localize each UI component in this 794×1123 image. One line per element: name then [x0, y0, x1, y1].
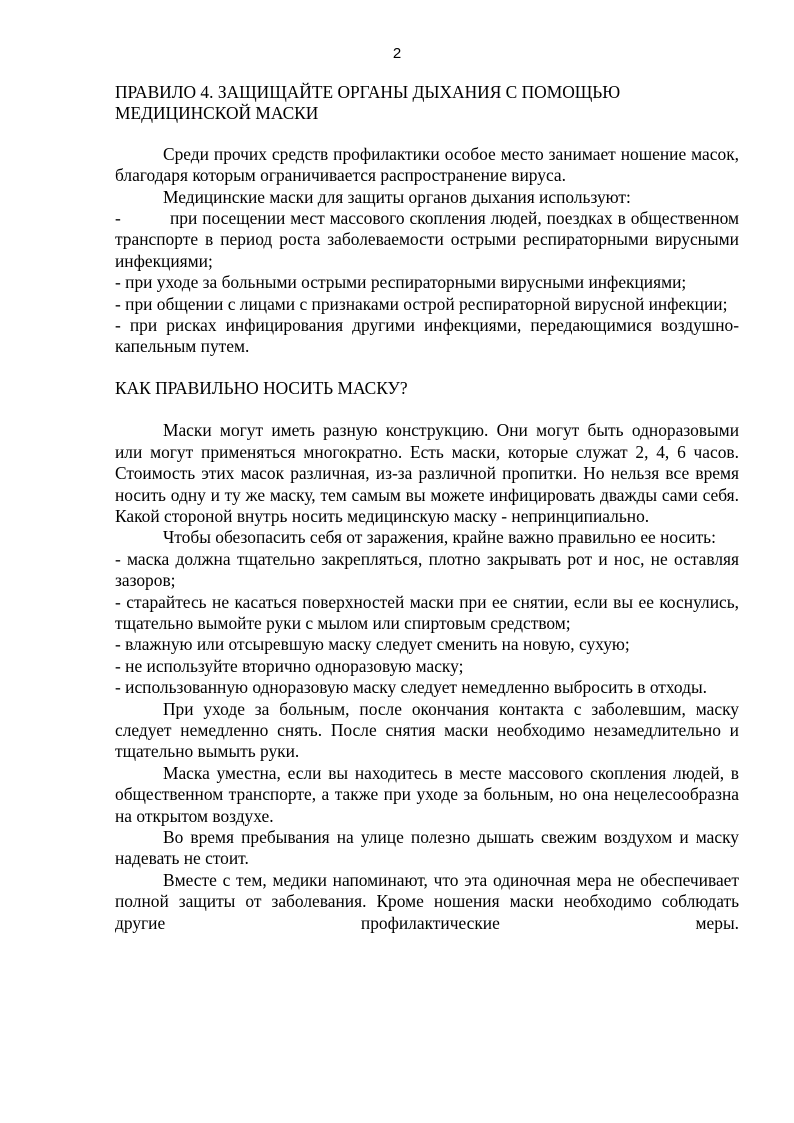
paragraph: Маска уместна, если вы находитесь в месте массового скопления людей, в общественном транспорте, а также при уходе за больным, но она нецелесообразна на открытом воздухе.	[115, 762, 739, 826]
list-item: - влажную или отсыревшую маску следует сменить на новую, сухую;	[115, 634, 630, 655]
list-item: - маска должна тщательно закрепляться, плотно закрывать рот и нос, не оставляя зазоров;	[115, 548, 739, 591]
section-heading: КАК ПРАВИЛЬНО НОСИТЬ МАСКУ?	[115, 377, 408, 398]
page-number: 2	[392, 45, 402, 62]
paragraph: Вместе с тем, медики напоминают, что эта одиночная мера не обеспечивает полной защиты от заболевания. Кроме ношения маски необходимо соблюдать другие профилактические меры.	[115, 869, 739, 933]
list-item: - при общении с лицами с признаками острой респираторной вирусной инфекции;	[115, 293, 728, 314]
list-item: - при уходе за больными острыми респираторными вирусными инфекциями;	[115, 272, 687, 293]
list-item: - при рисках инфицирования другими инфекциями, передающимися воздушно-капельным путем.	[115, 315, 739, 357]
paragraph: При уходе за больным, после окончания контакта с заболевшим, маску следует немедленно снять. После снятия маски необходимо незамедлительно и тщательно вымыть руки.	[115, 698, 739, 762]
rule-heading: ПРАВИЛО 4. ЗАЩИЩАЙТЕ ОРГАНЫ ДЫХАНИЯ С ПОМОЩЬЮ МЕДИЦИНСКОЙ МАСКИ	[115, 82, 621, 124]
paragraph: Во время пребывания на улице полезно дышать свежим воздухом и маску надевать не стоит.	[115, 827, 739, 869]
paragraph: Медицинские маски для защиты органов дыхания используют:	[163, 186, 631, 207]
page-content	[115, 82, 744, 934]
paragraph: Маски могут иметь разную конструкцию. Они могут быть одноразовыми или могут применяться многократно. Есть маски, которые служат 2, 4, 6 часов. Стоимость этих масок различная, из-за различной пропитки. Но нельзя все время носить одну и ту же маску, тем самым вы можете инфицировать дважды сами себя. Какой стороной внутрь носить медицинскую маску - непринципиально.	[115, 420, 739, 526]
list-item: - не используйте вторично одноразовую маску;	[115, 655, 464, 676]
list-item: - старайтесь не касаться поверхностей маски при ее снятии, если вы ее коснулись, тщательно вымойте руки с мылом или спиртовым средством;	[115, 591, 739, 633]
paragraph: Чтобы обезопасить себя от заражения, крайне важно правильно ее носить:	[163, 527, 716, 548]
list-item: - при посещении мест массового скопления людей, поездках в общественном транспорте в период роста заболеваемости острыми респираторными вирусными инфекциями;	[115, 208, 744, 271]
list-item: - использованную одноразовую маску следует немедленно выбросить в отходы.	[115, 677, 707, 698]
paragraph: Среди прочих средств профилактики особое место занимает ношение масок, благодаря которым ограничивается распространение вируса.	[115, 143, 739, 186]
